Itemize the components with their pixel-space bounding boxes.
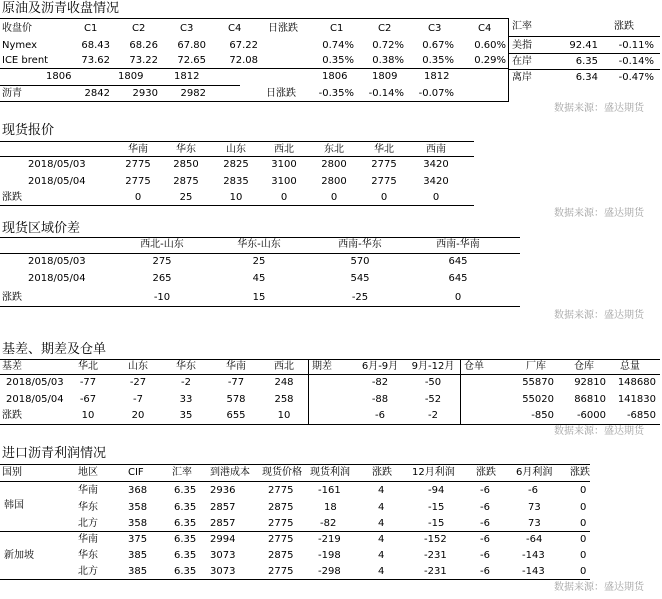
- jun-change: 0: [580, 534, 587, 545]
- spot-change: 0: [280, 192, 288, 203]
- warrant-label: 仓单: [464, 361, 484, 372]
- price-cell: 72.65: [177, 55, 206, 66]
- warrant-value: 148680: [617, 377, 656, 388]
- calendar-spread-value: -52: [424, 394, 442, 405]
- jun-profit: -143: [522, 566, 545, 577]
- fx-rate: 6.35: [174, 566, 197, 577]
- fx-change: -0.14%: [618, 56, 654, 67]
- divider: [0, 85, 240, 86]
- divider: [0, 464, 590, 465]
- warrant-value: 86810: [574, 394, 606, 405]
- divider: [508, 53, 660, 54]
- region-header: 西北: [274, 144, 294, 155]
- spread-header: 西南-华东: [338, 239, 382, 250]
- source-note: 数据来源：盛达期货: [554, 426, 644, 437]
- spread-value: 545: [350, 273, 370, 284]
- jun-profit: 73: [528, 502, 541, 513]
- divider: [460, 359, 461, 424]
- spot-profit: -198: [318, 550, 341, 561]
- import-region: 华南: [78, 534, 98, 545]
- jun-change: 0: [580, 566, 587, 577]
- spot-price: 3100: [271, 176, 297, 187]
- jun-profit: 73: [528, 518, 541, 529]
- jun-change: 0: [580, 550, 587, 561]
- divider: [508, 69, 660, 70]
- date-label: 2018/05/04: [28, 273, 86, 284]
- price-label: 收盘价: [2, 23, 32, 34]
- spread-change: 15: [252, 292, 266, 303]
- fx-chg-header: 涨跌: [614, 21, 634, 32]
- price-cell: 2842: [84, 88, 110, 99]
- spot-price: 2875: [173, 176, 199, 187]
- divider: [0, 374, 660, 375]
- header-c2: C2: [132, 23, 146, 34]
- cif-value: 385: [128, 566, 148, 577]
- landed-cost: 3073: [210, 550, 236, 561]
- change-cell: 0.35%: [322, 55, 354, 66]
- import-header: 涨跌: [476, 467, 496, 478]
- calendar-spread-header: 6月-9月: [361, 361, 399, 372]
- spot-price: 2775: [268, 566, 294, 577]
- contract-month: 1812: [424, 71, 450, 82]
- change-cell: -0.07%: [418, 88, 454, 99]
- basis-value: -67: [79, 394, 97, 405]
- price-cell: 2930: [132, 88, 158, 99]
- change-cell: 0.38%: [372, 55, 404, 66]
- spot-price: 3420: [423, 159, 449, 170]
- dec-profit: -15: [428, 502, 445, 513]
- dec-change: -6: [480, 534, 490, 545]
- jun-change: 0: [580, 518, 587, 529]
- import-region: 华南: [78, 485, 98, 496]
- basis-value: -77: [227, 377, 245, 388]
- spot-profit: -82: [320, 518, 337, 529]
- fx-value: 6.34: [575, 72, 598, 83]
- spot-price: 2775: [371, 159, 397, 170]
- change-cell: -0.35%: [318, 88, 354, 99]
- spread-value: 645: [448, 273, 468, 284]
- spot-price: 2875: [268, 502, 294, 513]
- price-cell: 72.08: [229, 55, 258, 66]
- dec-change: -6: [480, 518, 490, 529]
- import-region: 华东: [78, 550, 98, 561]
- fx-value: 92.41: [569, 40, 598, 51]
- import-region: 华东: [78, 502, 98, 513]
- import-header: 12月利润: [412, 467, 455, 478]
- jun-profit: -143: [522, 550, 545, 561]
- import-header: 国别: [2, 467, 22, 478]
- spot-change: 0: [134, 192, 142, 203]
- divider: [0, 141, 474, 142]
- basis-value: 33: [179, 394, 193, 405]
- change-cell: -0.14%: [368, 88, 404, 99]
- import-region: 北方: [78, 518, 98, 529]
- spread-label: 期差: [312, 361, 332, 372]
- header-chg-c1: C1: [330, 23, 344, 34]
- header-c4: C4: [228, 23, 242, 34]
- import-header: CIF: [128, 467, 144, 478]
- import-header: 涨跌: [372, 467, 392, 478]
- spot-change: 0: [380, 192, 388, 203]
- landed-cost: 2994: [210, 534, 236, 545]
- change-cell: 0.67%: [422, 40, 454, 51]
- warrant-value: 55870: [522, 377, 554, 388]
- spread-header: 西北-山东: [140, 239, 184, 250]
- fx-rate: 6.35: [174, 502, 197, 513]
- spot-price: 3100: [271, 159, 297, 170]
- divider: [0, 18, 508, 19]
- change-label: 日涨跌: [268, 23, 298, 34]
- basis-value: -27: [129, 377, 147, 388]
- basis-change: 35: [179, 410, 193, 421]
- import-header: 6月利润: [516, 467, 553, 478]
- divider: [0, 253, 520, 254]
- fx-change: -0.47%: [618, 72, 654, 83]
- jun-profit: -6: [528, 485, 538, 496]
- spread-change: -25: [351, 292, 369, 303]
- divider: [0, 68, 508, 69]
- divider: [508, 36, 660, 37]
- calendar-spread-value: -50: [424, 377, 442, 388]
- header-c3: C3: [180, 23, 194, 34]
- divider: [508, 18, 509, 102]
- dec-change: -6: [480, 550, 490, 561]
- spot-profit: 18: [324, 502, 337, 513]
- region-header: 华东: [176, 144, 196, 155]
- spot-section-title: 现货报价: [2, 123, 55, 138]
- basis-change: 10: [81, 410, 95, 421]
- change-cell: 0.74%: [322, 40, 354, 51]
- spot-price: 2775: [125, 176, 151, 187]
- cif-value: 375: [128, 534, 148, 545]
- landed-cost: 2936: [210, 485, 236, 496]
- warrant-change: -6850: [626, 410, 656, 421]
- warrant-value: 55020: [522, 394, 554, 405]
- import-header: 涨跌: [570, 467, 590, 478]
- basis-value: -7: [133, 394, 143, 405]
- price-cell: 68.26: [129, 40, 158, 51]
- cif-value: 358: [128, 518, 148, 529]
- region-header: 山东: [226, 144, 246, 155]
- country-label: 新加坡: [4, 550, 34, 561]
- profit-change: 4: [378, 534, 385, 545]
- profit-change: 4: [378, 502, 385, 513]
- divider: [0, 306, 520, 307]
- spread-value: 25: [252, 256, 266, 267]
- fx-rate: 6.35: [174, 485, 197, 496]
- fx-title: 汇率: [512, 21, 532, 32]
- import-header: 汇率: [172, 467, 192, 478]
- price-cell: 73.22: [129, 55, 158, 66]
- source-note: 数据来源：盛达期货: [554, 582, 644, 593]
- spot-price: 2800: [321, 176, 347, 187]
- asphalt-label: 沥青: [2, 88, 22, 99]
- spot-profit: -298: [318, 566, 341, 577]
- spot-profit: -161: [318, 485, 341, 496]
- basis-header: 西北: [274, 361, 294, 372]
- fx-change: -0.11%: [618, 40, 654, 51]
- change-cell: 0.35%: [422, 55, 454, 66]
- divider: [0, 101, 508, 102]
- spot-price: 2825: [223, 159, 249, 170]
- fx-rate: 6.35: [174, 518, 197, 529]
- price-cell: 73.62: [81, 55, 110, 66]
- warrant-header: 总量: [620, 361, 640, 372]
- calendar-spread-change: -2: [428, 410, 438, 421]
- basis-header: 华东: [176, 361, 196, 372]
- basis-change: 655: [226, 410, 246, 421]
- dec-profit: -15: [428, 518, 445, 529]
- profit-change: 4: [378, 550, 385, 561]
- fx-label: 在岸: [512, 56, 532, 67]
- divider: [0, 205, 474, 206]
- warrant-change: -6000: [576, 410, 606, 421]
- change-row-label: 涨跌: [2, 192, 22, 203]
- warrant-change: -850: [531, 410, 554, 421]
- spread-value: 275: [152, 256, 172, 267]
- price-cell: 2982: [180, 88, 206, 99]
- source-note: 数据来源：盛达期货: [554, 208, 644, 219]
- fx-label: 离岸: [512, 72, 532, 83]
- spot-price: 2875: [268, 550, 294, 561]
- region-section-title: 现货区域价差: [2, 221, 81, 236]
- spot-price: 2835: [223, 176, 249, 187]
- import-header: 现货利润: [310, 467, 350, 478]
- date-label: 2018/05/04: [28, 176, 86, 187]
- spot-change: 0: [330, 192, 338, 203]
- basis-change: 20: [131, 410, 145, 421]
- calendar-spread-change: -6: [375, 410, 385, 421]
- profit-change: 4: [378, 518, 385, 529]
- basis-value: -77: [79, 377, 97, 388]
- spread-change: 0: [454, 292, 462, 303]
- source-note: 数据来源：盛达期货: [554, 103, 644, 114]
- divider: [0, 156, 474, 157]
- change-row-label: 涨跌: [2, 292, 22, 303]
- row-label: ICE brent: [2, 55, 49, 66]
- fx-rate: 6.35: [174, 550, 197, 561]
- spread-value: 265: [152, 273, 172, 284]
- import-header: 现货价格: [262, 467, 302, 478]
- calendar-spread-value: -82: [371, 377, 389, 388]
- contract-month: 1806: [322, 71, 348, 82]
- warrant-value: 92810: [574, 377, 606, 388]
- dec-change: -6: [480, 485, 490, 496]
- dec-profit: -94: [428, 485, 445, 496]
- jun-profit: -64: [526, 534, 543, 545]
- calendar-spread-header: 9月-12月: [411, 361, 455, 372]
- basis-change: 10: [277, 410, 291, 421]
- calendar-spread-value: -88: [371, 394, 389, 405]
- spread-header: 华东-山东: [237, 239, 281, 250]
- spot-price: 2775: [268, 518, 294, 529]
- dec-profit: -231: [424, 550, 447, 561]
- region-header: 华南: [128, 144, 148, 155]
- basis-header: 华南: [226, 361, 246, 372]
- dec-change: -6: [480, 566, 490, 577]
- profit-change: 4: [378, 566, 385, 577]
- basis-header: 华北: [78, 361, 98, 372]
- source-note: 数据来源：盛达期货: [554, 310, 644, 321]
- change-label: 日涨跌: [266, 88, 296, 99]
- landed-cost: 2857: [210, 518, 236, 529]
- header-chg-c3: C3: [428, 23, 442, 34]
- contract-month: 1806: [46, 71, 72, 82]
- dec-change: -6: [480, 502, 490, 513]
- header-chg-c2: C2: [378, 23, 392, 34]
- row-label: Nymex: [2, 40, 38, 51]
- spread-value: 645: [448, 256, 468, 267]
- warrant-header: 厂库: [526, 361, 546, 372]
- country-label: 韩国: [4, 500, 24, 511]
- spread-header: 西南-华南: [436, 239, 480, 250]
- basis-label: 基差: [2, 361, 22, 372]
- cif-value: 385: [128, 550, 148, 561]
- warrant-header: 仓库: [574, 361, 594, 372]
- change-cell: 0.29%: [474, 55, 506, 66]
- landed-cost: 3073: [210, 566, 236, 577]
- divider: [0, 531, 590, 532]
- spot-price: 2775: [371, 176, 397, 187]
- spot-change: 10: [229, 192, 243, 203]
- contract-month: 1809: [118, 71, 144, 82]
- profit-change: 4: [378, 485, 385, 496]
- spot-price: 2850: [173, 159, 199, 170]
- warrant-value: 141830: [617, 394, 656, 405]
- header-c1: C1: [84, 23, 98, 34]
- spot-change: 0: [432, 192, 440, 203]
- spread-value: 570: [350, 256, 370, 267]
- cif-value: 358: [128, 502, 148, 513]
- spread-value: 45: [252, 273, 266, 284]
- import-header: 到港成本: [210, 467, 250, 478]
- landed-cost: 2857: [210, 502, 236, 513]
- region-header: 西南: [426, 144, 446, 155]
- dec-profit: -152: [424, 534, 447, 545]
- divider: [0, 424, 660, 425]
- fx-value: 6.35: [575, 56, 598, 67]
- fx-rate: 6.35: [174, 534, 197, 545]
- spot-change: 25: [179, 192, 193, 203]
- spot-price: 2775: [125, 159, 151, 170]
- fx-label: 美指: [512, 40, 532, 51]
- date-label: 2018/05/04: [6, 394, 64, 405]
- change-cell: 0.72%: [372, 40, 404, 51]
- spot-profit: -219: [318, 534, 341, 545]
- divider: [308, 359, 309, 424]
- spread-change: -10: [153, 292, 171, 303]
- region-header: 华北: [374, 144, 394, 155]
- basis-value: 578: [226, 394, 246, 405]
- basis-value: 258: [274, 394, 294, 405]
- import-section-title: 进口沥青利润情况: [2, 446, 107, 461]
- spot-price: 2800: [321, 159, 347, 170]
- basis-value: 248: [274, 377, 294, 388]
- divider: [0, 579, 590, 580]
- date-label: 2018/05/03: [28, 159, 86, 170]
- basis-value: -2: [181, 377, 191, 388]
- dec-profit: -231: [424, 566, 447, 577]
- change-cell: 0.60%: [474, 40, 506, 51]
- divider: [0, 359, 660, 360]
- divider: [0, 237, 520, 238]
- divider: [0, 481, 590, 482]
- region-header: 东北: [324, 144, 344, 155]
- spot-price: 3420: [423, 176, 449, 187]
- jun-change: 0: [580, 502, 587, 513]
- change-row-label: 涨跌: [2, 410, 22, 421]
- basis-section-title: 基差、期差及仓单: [2, 342, 107, 357]
- jun-change: 0: [580, 485, 587, 496]
- spot-price: 2775: [268, 485, 294, 496]
- header-chg-c4: C4: [478, 23, 492, 34]
- price-cell: 68.43: [81, 40, 110, 51]
- oil-section-title: 原油及沥青收盘情况: [2, 1, 120, 16]
- price-cell: 67.80: [177, 40, 206, 51]
- contract-month: 1809: [372, 71, 398, 82]
- contract-month: 1812: [174, 71, 200, 82]
- import-header: 地区: [78, 467, 98, 478]
- cif-value: 368: [128, 485, 148, 496]
- date-label: 2018/05/03: [28, 256, 86, 267]
- spot-price: 2775: [268, 534, 294, 545]
- basis-header: 山东: [128, 361, 148, 372]
- price-cell: 67.22: [229, 40, 258, 51]
- date-label: 2018/05/03: [6, 377, 64, 388]
- import-region: 北方: [78, 566, 98, 577]
